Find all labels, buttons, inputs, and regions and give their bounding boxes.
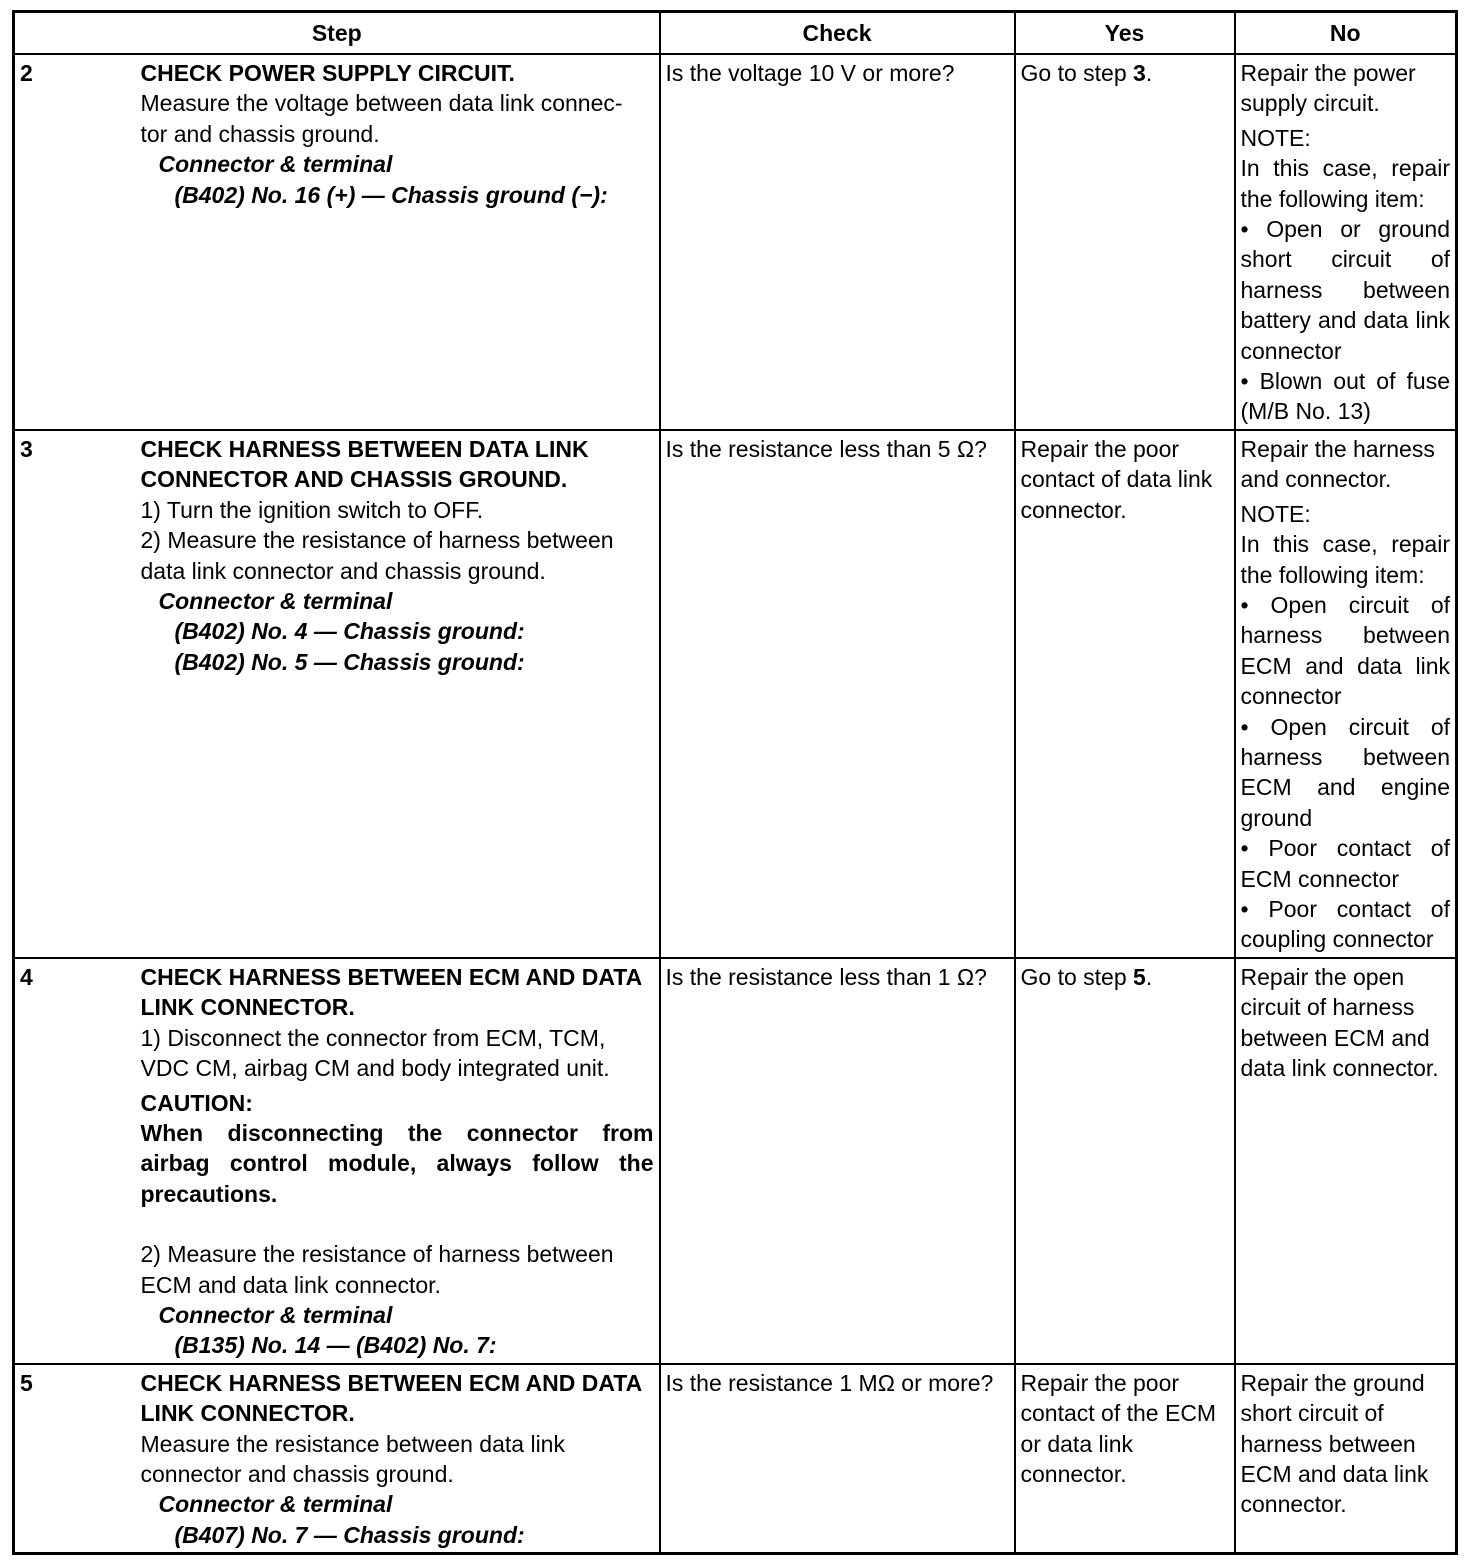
check-cell: Is the resistance less than 5 Ω? xyxy=(660,430,1015,958)
note-item: • Blown out of fuse (M/B No. 13) xyxy=(1240,368,1450,425)
step-title: CHECK POWER SUPPLY CIRCUIT. xyxy=(140,60,515,86)
step-title: CHECK HARNESS BETWEEN ECM AND DATA LINK CONNECTOR. xyxy=(140,1369,642,1427)
step-instruction: 1) Turn the ignition switch to OFF. xyxy=(140,496,484,523)
no-cell: Repair the ground short circuit of harness between ECM and data link connector. xyxy=(1235,1364,1457,1554)
step-number: 3 xyxy=(14,430,136,958)
yes-step-link: 5 xyxy=(1133,963,1146,990)
no-cell: Repair the open circuit of harness between ECM and data link connector. xyxy=(1235,958,1457,1364)
yes-cell: Repair the poor contact of the ECM or data link connector. xyxy=(1015,1364,1235,1554)
note-item: • Open circuit of harness between ECM and data link connector xyxy=(1240,591,1450,710)
yes-cell xyxy=(1015,958,1235,1364)
header-step: Step xyxy=(14,12,660,55)
header-check: Check xyxy=(660,12,1015,55)
note-item: • Open circuit of harness between ECM and engine ground xyxy=(1240,713,1450,831)
step-desc: Measure the resistance between data link connector and chassis ground. xyxy=(140,1430,565,1487)
step-number: 5 xyxy=(14,1364,136,1554)
yes-cell: Repair the poor contact of data link connector. xyxy=(1015,430,1235,958)
check-cell: Is the resistance less than 1 Ω? xyxy=(660,958,1015,1364)
no-main: Repair the power supply circuit. xyxy=(1240,60,1416,117)
table-row xyxy=(14,958,1457,1364)
note-label: NOTE: xyxy=(1240,124,1311,151)
terminal-spec: (B402) No. 16 (+) — Chassis ground (−): xyxy=(174,181,608,208)
connector-label: Connector & terminal xyxy=(158,1301,393,1328)
step-desc-line: tor and chassis ground. xyxy=(140,120,380,147)
step-desc-line: Measure the voltage between data link connec- xyxy=(140,90,623,117)
no-cell xyxy=(1235,430,1457,958)
step-description xyxy=(136,958,660,1364)
terminal-spec: (B402) No. 4 — Chassis ground: xyxy=(174,618,525,645)
step-description xyxy=(136,430,660,958)
yes-end: . xyxy=(1145,60,1153,86)
step-instruction: 1) Disconnect the connector from ECM, TCM, VDC CM, airbag CM and body integrated unit. xyxy=(140,1024,610,1082)
diagnostic-table xyxy=(12,10,1458,1555)
no-main: Repair the harness and connector. xyxy=(1240,435,1435,493)
note-label: NOTE: xyxy=(1240,500,1311,527)
check-cell: Is the resistance 1 MΩ or more? xyxy=(660,1364,1015,1554)
step-title: CHECK HARNESS BETWEEN DATA LINK CONNECTOR AND CHASSIS GROUND. xyxy=(140,435,589,493)
connector-label: Connector & terminal xyxy=(158,151,393,178)
note-case: In this case, repair the following item: xyxy=(1240,531,1450,588)
no-cell xyxy=(1235,54,1457,430)
header-yes: Yes xyxy=(1015,12,1235,55)
table-row xyxy=(14,54,1457,430)
yes-text: Go to step xyxy=(1020,60,1134,86)
yes-step-link: 3 xyxy=(1133,60,1146,86)
note-item: • Poor contact of coupling connector xyxy=(1240,895,1450,953)
yes-end: . xyxy=(1145,963,1153,990)
note-case: In this case, repair the following item: xyxy=(1240,155,1450,212)
table-row xyxy=(14,1364,1457,1554)
header-no: No xyxy=(1235,12,1457,55)
spacer xyxy=(141,1209,654,1239)
yes-text: Go to step xyxy=(1020,963,1134,990)
terminal-spec: (B407) No. 7 — Chassis ground: xyxy=(174,1521,525,1548)
terminal-spec: (B402) No. 5 — Chassis ground: xyxy=(174,648,525,675)
connector-label: Connector & terminal xyxy=(158,587,393,614)
note-item: • Open or ground short circuit of harness between battery and data link connector xyxy=(1240,216,1450,364)
connector-label: Connector & terminal xyxy=(158,1491,393,1518)
step-instruction: 2) Measure the resistance of harness between ECM and data link connector. xyxy=(140,1241,614,1298)
step-instruction: 2) Measure the resistance of harness between data link connector and chassis ground. xyxy=(140,527,614,584)
caution-text: When disconnecting the connector from airbag control module, always follow the precautions. xyxy=(140,1119,654,1207)
table-row xyxy=(14,430,1457,958)
step-number: 4 xyxy=(14,958,136,1364)
step-description xyxy=(136,54,660,430)
step-number: 2 xyxy=(14,54,136,430)
step-description xyxy=(136,1364,660,1554)
caution-label: CAUTION: xyxy=(140,1089,253,1116)
yes-cell xyxy=(1015,54,1235,430)
step-title: CHECK HARNESS BETWEEN ECM AND DATA LINK CONNECTOR. xyxy=(140,963,642,1021)
terminal-spec: (B135) No. 14 — (B402) No. 7: xyxy=(174,1332,497,1359)
note-item: • Poor contact of ECM connector xyxy=(1240,835,1450,892)
check-cell: Is the voltage 10 V or more? xyxy=(660,54,1015,430)
header-row xyxy=(14,12,1457,55)
